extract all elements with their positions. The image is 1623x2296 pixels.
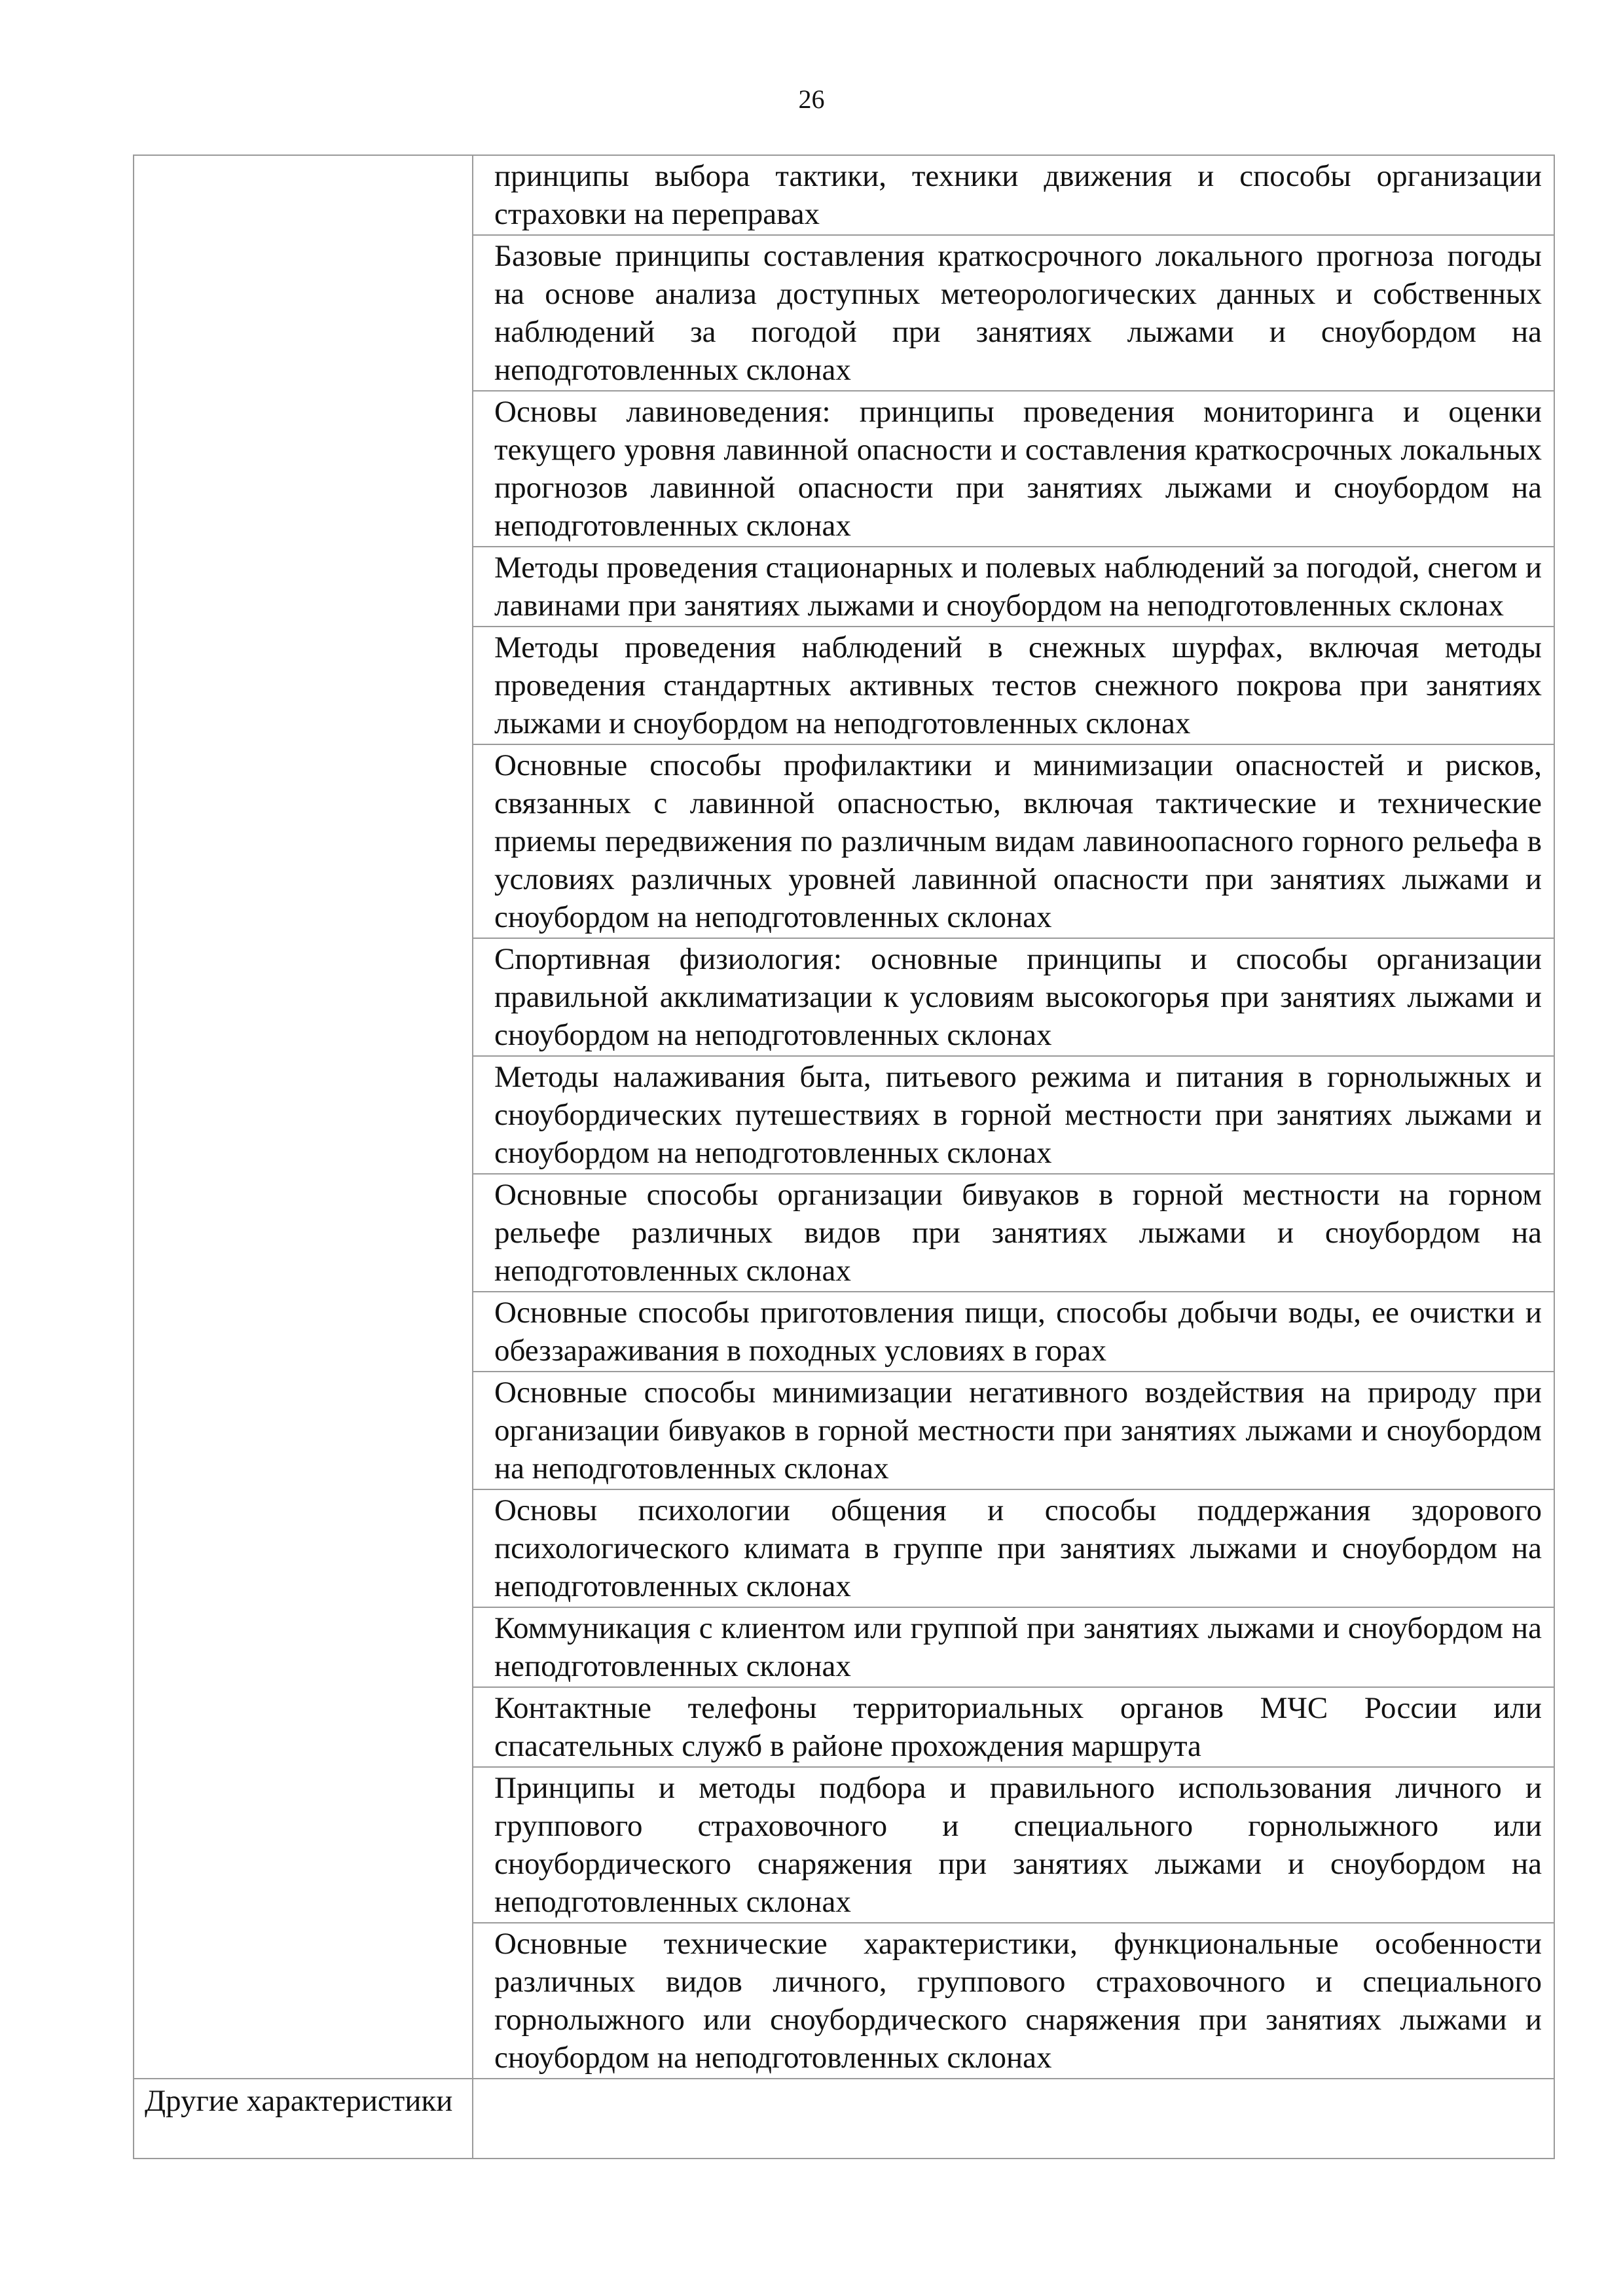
requirement-cell: Основы психологии общения и способы поддержания здорового психологического климата в группе при занятиях лыжами и сноубордом на неподготовленных склонах bbox=[473, 1489, 1554, 1607]
requirement-cell: Методы проведения стационарных и полевых наблюдений за погодой, снегом и лавинами при занятиях лыжами и сноубордом на неподготовленных склонах bbox=[473, 547, 1554, 627]
requirements-table bbox=[133, 155, 1555, 2159]
requirement-cell: Основы лавиноведения: принципы проведения мониторинга и оценки текущего уровня лавинной опасности и составления краткосрочных локальных прогнозов лавинной опасности при занятиях лыжами и сноубордом на неподготовленных склонах bbox=[473, 391, 1554, 547]
requirement-cell: Методы налаживания быта, питьевого режима и питания в горнолыжных и сноубордических путешествиях в горной местности при занятиях лыжами и сноубордом на неподготовленных склонах bbox=[473, 1056, 1554, 1174]
requirement-cell: Основные способы приготовления пищи, способы добычи воды, ее очистки и обеззараживания в походных условиях в горах bbox=[473, 1292, 1554, 1372]
table-row bbox=[134, 155, 1554, 235]
other-characteristics-label: Другие характеристики bbox=[134, 2079, 473, 2159]
page-number: 26 bbox=[798, 84, 825, 114]
requirement-cell: Принципы и методы подбора и правильного использования личного и группового страховочного и специального горнолыжного или сноубордического снаряжения при занятиях лыжами и сноубордом на неподготовленных склонах bbox=[473, 1767, 1554, 1923]
requirement-cell: Коммуникация с клиентом или группой при занятиях лыжами и сноубордом на неподготовленных склонах bbox=[473, 1607, 1554, 1687]
requirement-cell: Методы проведения наблюдений в снежных шурфах, включая методы проведения стандартных активных тестов снежного покрова при занятиях лыжами и сноубордом на неподготовленных склонах bbox=[473, 627, 1554, 744]
requirement-cell: Основные способы минимизации негативного воздействия на природу при организации бивуаков в горной местности при занятиях лыжами и сноубордом на неподготовленных склонах bbox=[473, 1372, 1554, 1489]
requirement-cell: Основные технические характеристики, функциональные особенности различных видов личного, группового страховочного и специального горнолыжного или сноубордического снаряжения при занятиях лыжами и сноубордом на неподготовленных склонах bbox=[473, 1923, 1554, 2079]
other-characteristics-value bbox=[473, 2079, 1554, 2159]
requirement-cell: Базовые принципы составления краткосрочного локального прогноза погоды на основе анализа доступных метеорологических данных и собственных наблюдений за погодой при занятиях лыжами и сноубордом на неподготовленных склонах bbox=[473, 235, 1554, 391]
left-empty-cell bbox=[134, 155, 473, 2079]
requirement-cell: принципы выбора тактики, техники движения и способы организации страховки на переправах bbox=[473, 155, 1554, 235]
requirement-cell: Основные способы профилактики и минимизации опасностей и рисков, связанных с лавинной опасностью, включая тактические и технические приемы передвижения по различным видам лавиноопасного горного рельефа в условиях различных уровней лавинной опасности при занятиях лыжами и сноубордом на неподготовленных склонах bbox=[473, 744, 1554, 938]
requirement-cell: Контактные телефоны территориальных органов МЧС России или спасательных служб в районе прохождения маршрута bbox=[473, 1687, 1554, 1767]
requirement-cell: Спортивная физиология: основные принципы и способы организации правильной акклиматизации к условиям высокогорья при занятиях лыжами и сноубордом на неподготовленных склонах bbox=[473, 938, 1554, 1056]
table-row-other bbox=[134, 2079, 1554, 2159]
requirement-cell: Основные способы организации бивуаков в горной местности на горном рельефе различных видов при занятиях лыжами и сноубордом на неподготовленных склонах bbox=[473, 1174, 1554, 1292]
